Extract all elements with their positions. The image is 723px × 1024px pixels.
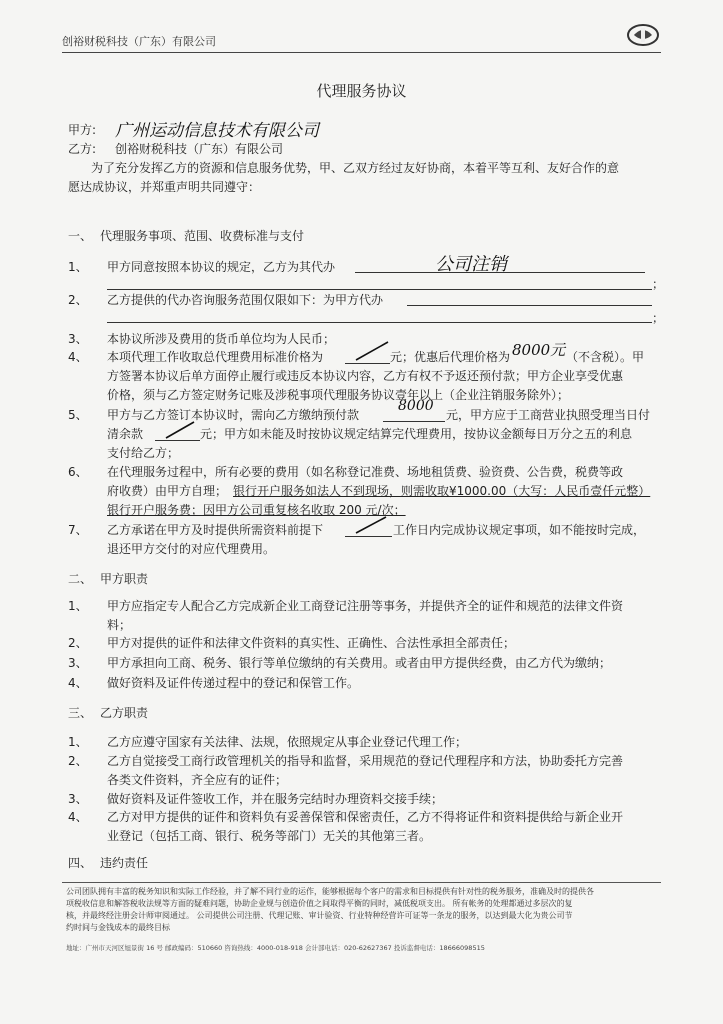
item-1-4-line-2: 方签署本协议后单方面停止履行或违反本协议内容，乙方有权不予返还预付款；甲方企业享受优惠 xyxy=(107,369,624,383)
section-2-item-1-num: 1、 xyxy=(68,599,88,613)
item-1-1-blank xyxy=(355,272,645,273)
section-3-item-4-line-1: 乙方对甲方提供的证件和资料负有妥善保管和保密责任，乙方不得将证件和资料提供给与新企业开 xyxy=(107,810,624,824)
item-1-1-blank-2 xyxy=(107,289,652,290)
item-1-7-num: 7、 xyxy=(68,523,88,537)
item-1-4-line-1a: 本项代理工作收取总代理费用标准价格为 xyxy=(107,350,324,364)
section-3-item-2-num: 2、 xyxy=(68,754,88,768)
footer-line-1: 公司团队拥有丰富的税务知识和实际工作经验，并了解不同行业的运作，能够根据每个客户的需求和目标提供有针对性的税务服务，准确及时的提供各 xyxy=(66,887,594,896)
item-1-6-line-1: 在代理服务过程中，所有必要的费用（如名称登记准费、场地租赁费、验资费、公告费，税费等政 xyxy=(107,465,624,479)
item-1-2-num: 2、 xyxy=(68,293,88,307)
item-1-7-line-2: 退还甲方交付的对应代理费用。 xyxy=(107,542,276,556)
section-3-num: 三、 xyxy=(68,706,93,720)
section-3-item-3-line-1: 做好资料及证件签收工作，并在服务完结时办理资料交接手续； xyxy=(107,792,444,806)
item-1-5-num: 5、 xyxy=(68,408,88,422)
item-1-1-text: 甲方同意按照本协议的规定，乙方为其代办 xyxy=(107,260,336,274)
intro-line-1: 为了充分发挥乙方的资源和信息服务优势，甲、乙双方经过友好协商，本着平等互利、友好合作的意 xyxy=(91,161,620,175)
footer-line-2: 项税收信息和解答税收法规等方面的疑难问题，协助企业规与创造价值之间取得平衡的同时，减低税项支出。 所有帐务的处理都通过多层次的复 xyxy=(66,899,573,908)
item-1-5-line-1a: 甲方与乙方签订本协议时，需向乙方缴纳预付款 xyxy=(107,408,360,422)
section-3-item-2-line-1: 乙方自觉接受工商行政管理机关的指导和监督，采用规范的登记代理程序和方法，协助委托方完善 xyxy=(107,754,624,768)
item-1-6-line-2b: 银行开户服务如法人不到现场，则需收取¥1000.00（大写：人民币壹仟元整） xyxy=(233,484,651,498)
section-2-item-3-line-1: 甲方承担向工商、税务、银行等单位缴纳的有关费用。或者由甲方提供经费，由乙方代为缴纳； xyxy=(107,656,612,670)
item-1-6-line-3: 银行开户服务费；因甲方公司重复核名收取 200 元/次； xyxy=(107,503,406,517)
section-4-num: 四、 xyxy=(68,856,93,870)
section-2-item-3-num: 3、 xyxy=(68,656,88,670)
intro-line-2: 愿达成协议，并郑重声明共同遵守： xyxy=(68,180,261,194)
party-b-label: 乙方: xyxy=(68,142,97,156)
item-1-5-line-1b: 元，甲方应于工商营业执照受理当日付 xyxy=(446,408,651,422)
section-3-item-1-num: 1、 xyxy=(68,735,88,749)
section-3-item-2-line-2: 各类文件资料，齐全应有的证件； xyxy=(107,773,288,787)
section-2-item-2-line-1: 甲方对提供的证件和法律文件资料的真实性、正确性、合法性承担全部责任； xyxy=(107,636,516,650)
item-1-7-strike-mark xyxy=(350,513,395,537)
item-1-2-blank xyxy=(407,305,652,306)
header-company: 创裕财税科技（广东）有限公司 xyxy=(62,35,216,48)
item-1-3-text: 本协议所涉及费用的货币单位均为人民币； xyxy=(107,332,336,346)
item-1-6-num: 6、 xyxy=(68,465,88,479)
item-1-7-blank xyxy=(345,536,392,537)
party-b-name: 创裕财税科技（广东）有限公司 xyxy=(115,142,284,156)
item-1-4-handwritten-price: 8000元 xyxy=(512,341,566,359)
item-1-5-line-2b: 元；甲方如未能及时按协议规定结算完代理费用，按协议金额每日万分之五的利息 xyxy=(200,427,633,441)
item-1-2-semicolon: ； xyxy=(652,311,665,325)
item-1-6-line-2a: 府收费）由甲方自理； xyxy=(107,484,228,498)
footer-line-3: 核，并最终经注册会计师审阅通过。 公司提供公司注册、代理记账、审计验资、行业特种经营许可证等一条龙的服务，以达到最大化为贵公司节 xyxy=(66,911,573,920)
item-1-4-num: 4、 xyxy=(68,350,88,364)
item-1-1-handwritten: 公司注销 xyxy=(435,254,507,275)
section-1-num: 一、 xyxy=(68,229,93,243)
item-1-3-num: 3、 xyxy=(68,332,88,346)
item-1-7-line-1b: 工作日内完成协议规定事项，如不能按时完成， xyxy=(393,523,646,537)
company-logo-icon xyxy=(626,22,660,48)
section-2-item-2-num: 2、 xyxy=(68,636,88,650)
item-1-2-blank-2 xyxy=(107,322,652,323)
item-1-4-blank-1 xyxy=(345,363,390,364)
section-2-item-4-num: 4、 xyxy=(68,676,88,690)
item-1-5-handwritten-prepay: 8000 xyxy=(398,398,434,414)
footer-address: 地址：广州市天河区旭景街 16 号 邮政编码：510660 咨询热线：4000-018-918 会计部电话：020-62627367 投诉监督电话：18666098515 xyxy=(66,944,485,952)
item-1-4-line-3: 价格，须与乙方签定财务记账及涉税事项代理服务协议壹年以上（企业注销服务除外）； xyxy=(107,388,570,402)
item-1-2-text: 乙方提供的代办咨询服务范围仅限如下：为甲方代办 xyxy=(107,293,384,307)
section-3-title: 乙方职责 xyxy=(100,706,149,720)
item-1-5-line-3: 支付给乙方； xyxy=(107,446,180,460)
section-2-num: 二、 xyxy=(68,572,93,586)
item-1-5-line-2a: 清余款 xyxy=(107,427,144,441)
party-a-handwritten-name: 广州运动信息技术有限公司 xyxy=(115,121,319,141)
party-a-label: 甲方: xyxy=(68,123,97,137)
item-1-5-strike-mark xyxy=(160,418,205,442)
section-2-title: 甲方职责 xyxy=(100,572,149,586)
item-1-1-num: 1、 xyxy=(68,260,88,274)
item-1-4-line-1b: 元；优惠后代理价格为 xyxy=(390,350,511,364)
section-3-item-1-line-1: 乙方应遵守国家有关法律、法规，依照规定从事企业登记代理工作； xyxy=(107,735,468,749)
footer-line-4: 约时间与金钱成本的最终目标 xyxy=(66,923,170,932)
section-2-item-1-line-2: 料； xyxy=(107,618,132,632)
header-divider xyxy=(62,52,661,53)
section-2-item-4-line-1: 做好资料及证件传递过程中的登记和保管工作。 xyxy=(107,676,360,690)
section-4-title: 违约责任 xyxy=(100,856,149,870)
footer-divider xyxy=(62,882,661,883)
section-3-item-4-num: 4、 xyxy=(68,810,88,824)
item-1-5-blank-2 xyxy=(155,440,200,441)
item-1-1-semicolon: ； xyxy=(652,277,665,291)
item-1-5-blank-1 xyxy=(383,421,445,422)
section-1-title: 代理服务事项、范围、收费标准与支付 xyxy=(100,229,305,243)
section-2-item-1-line-1: 甲方应指定专人配合乙方完成新企业工商登记注册等事务，并提供齐全的证件和规范的法律文件资 xyxy=(107,599,624,613)
document-title: 代理服务协议 xyxy=(316,82,407,100)
section-3-item-3-num: 3、 xyxy=(68,792,88,806)
item-1-4-line-1c: （不含税）。甲 xyxy=(566,350,645,364)
item-1-7-line-1a: 乙方承诺在甲方及时提供所需资料前提下 xyxy=(107,523,324,537)
section-3-item-4-line-2: 业登记（包括工商、银行、税务等部门）无关的其他第三者。 xyxy=(107,829,432,843)
